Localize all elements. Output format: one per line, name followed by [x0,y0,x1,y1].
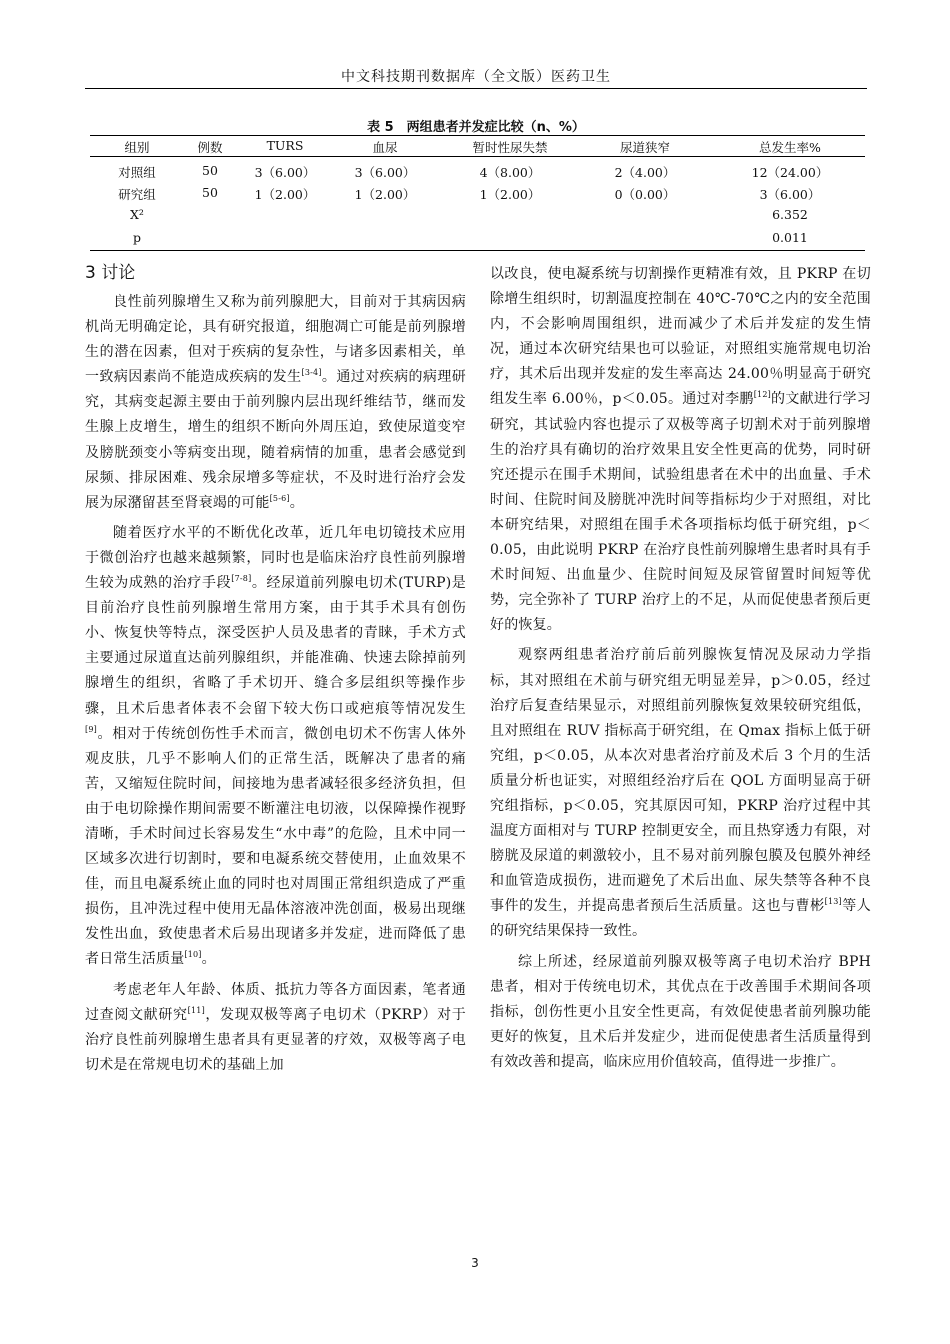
table-cell-stricture: 0（0.00） [614,187,676,202]
citation: [9] [85,724,97,734]
text-run: 良性前列腺增生又称为前列腺肥大，目前对于其病因病机尚无明确定论，具有研究报道，细胞凋亡可能是前列腺增生的潜在因素，但对于疾病的复杂性，与诸多因素相关，单一致病因素尚不能造成疾病的发生 [85,294,466,386]
table-caption: 表 5 两组患者并发症比较（n、%） [367,120,585,135]
table-cell-count: 50 [202,163,218,178]
table-bottom-rule [90,250,865,251]
text-run: 。 [289,494,304,511]
table-cell-incontinence: 4（8.00） [479,165,541,180]
table-cell-total-rate: 12（24.00） [751,165,829,180]
paragraph-1 [85,290,466,516]
table-header-group: 组别 [124,140,150,155]
table-cell-group: 研究组 [118,187,156,202]
table-cell-count: 50 [202,185,218,200]
table-cell-total-rate: 0.011 [772,230,808,245]
citation: [12] [753,390,771,400]
table-cell-turs: 1（2.00） [254,187,316,202]
paragraph-3-cont [490,262,871,638]
table-header-total-rate: 总发生率% [759,140,821,155]
text-run: 等人的研究结果保持一致性。 [490,898,871,940]
table-header-turs: TURS [266,138,304,153]
text-run: 。通过对疾病的病理研究，其病变起源主要由于前列腺内层出现纤维结节，继而发生腺上皮增生，增生的组织不断向外周压迫，致使尿道变窄及膀胱颈变小等病变出现，随着病情的加重，患者会感觉到尿频、排尿困难、残余尿增多等症状，不及时进行治疗会发展为尿潴留甚至肾衰竭的可能 [85,369,467,511]
text-run: 以改良，使电凝系统与切割操作更精准有效，且 PKRP 在切除增生组织时，切割温度控制在 40℃-70℃之内的安全范围内，不会影响周围组织，进而减少了术后并发症的发生情况，通过本次研究结果也可以验证，对照组实施常规电切治疗，其术后出现并发症的发生率高达 24.00％明显高于研究组发生率 6.00％，p＜0.05。通过对李鹏 [490,266,871,408]
text-run: 。经尿道前列腺电切术(TURP)是目前治疗良性前列腺增生常用方案，由于其手术具有创伤小、恢复快等特点，深受医护人员及患者的青睐，手术方式主要通过尿道直达前列腺组织，并能准确、快速去除掉前列腺增生的组织，省略了手术切开、缝合多层组织等操作步骤，且术后患者体表不会留下较大伤口或疤痕等情况发生 [85,575,466,717]
text-run: 。相对于传统创伤性手术而言，微创电切术不伤害人体外观皮肤，几乎不影响人们的正常生活，既解决了患者的痛苦，又缩短住院时间，间接地为患者减轻很多经济负担，但由于电切除操作期间需要不断灌注电切液，以保障操作视野清晰，手术时间过长容易发生“水中毒”的危险，且术中同一区域多次进行切割时，要和电凝系统交替使用，止血效果不佳，而且电凝系统止血的同时也对周围正常组织造成了严重损伤，且冲洗过程中使用无晶体溶液冲洗创面，极易出现继发性出血，致使患者术后易出现诸多并发症，进而降低了患者日常生活质量 [85,725,466,968]
table-cell-stricture: 2（4.00） [614,165,676,180]
table-header-stricture: 尿道狭窄 [619,140,670,155]
table-cell-total-rate: 6.352 [772,207,808,222]
table-cell-turs: 3（6.00） [254,165,316,180]
table-cell-incontinence: 1（2.00） [479,187,541,202]
table-header-hematuria: 血尿 [372,140,398,155]
right-column [490,262,871,1080]
paragraph-5: 综上所述，经尿道前列腺双极等离子电切术治疗 BPH 患者，相对于传统电切术，其优点在于改善围手术期间各项指标，创伤性更小且安全性更高，有效促使患者前列腺功能更好的恢复，且术后并发症少，进而促使患者生活质量得到有效改善和提高，临床应用价值较高，值得进一步推广。 [490,953,871,1070]
text-run: 观察两组患者治疗前后前列腺恢复情况及尿动力学指标，其对照组在术前与研究组无明显差异，p＞0.05，经过治疗后复查结果显示，对照组前列腺恢复效果较研究组低，且对照组在 RUV 指标高于研究组，在 Qmax 指标上低于研究组，p＜0.05，从本次对患者治疗前及术后 3 个月的生活质量分析也证实，对照组经治疗后在 QOL 方面明显高于研究组指标，p＜0.05，究其原因可知，PKRP 治疗过程中其温度方面相对与 TURP 控制更安全，而且热穿透力有限，对膀胱及尿道的刺激较小，且不易对前列腺包膜及包膜外神经和血管造成损伤，进而避免了术后出血、尿失禁等各种不良事件的发生，并提高患者预后生活质量。这也与曹彬 [490,647,871,915]
citation: [7-8] [231,574,252,584]
table-header-incontinence: 暂时性尿失禁 [472,140,548,155]
citation: [5-6] [269,493,290,503]
table-cell-group: 对照组 [118,165,156,180]
journal-header: 中文科技期刊数据库（全文版）医药卫生 [341,69,611,85]
paragraph-3-start [85,978,466,1078]
citation: [11] [187,1005,205,1015]
table-cell-group: p [132,230,141,245]
table-cell-total-rate: 3（6.00） [759,187,821,202]
section-title: 3 讨论 [85,263,136,283]
table-cell-hematuria: 3（6.00） [354,165,416,180]
paragraph-2 [85,521,466,973]
left-column [85,262,466,1083]
paragraph-4 [490,643,871,944]
text-run: 的文献进行学习研究，其试验内容也提示了双极等离子切割术对于前列腺增生的治疗具有确切的治疗效果且安全性更高的优势，同时研究还提示在围手术期间，试验组患者在术中的出血量、手术时间、住院时间及膀胱冲洗时间等指标均少于对照组，对比本研究结果，对照组在围手术各项指标均低于研究组，p＜0.05，由此说明 PKRP 在治疗良性前列腺增生患者时具有手术时间短、出血量少、住院时间短及尿管留置时间短等优势，完全弥补了 TURP 治疗上的不足，从而促使患者预后更好的恢复。 [490,391,871,634]
text-run: ，发现双极等离子电切术（PKRP）对于治疗良性前列腺增生患者具有更显著的疗效，双极等离子电切术是在常规电切术的基础上加 [85,1006,467,1073]
page-number: 3 [471,1256,479,1270]
table-top-rule [90,135,865,136]
text-run: 。 [201,951,216,968]
table-cell-hematuria: 1（2.00） [354,187,416,202]
text-run: 随着医疗水平的不断优化改革，近几年电切镜技术应用于微创治疗也越来越频繁，同时也是临床治疗良性前列腺增生较为成熟的治疗手段 [85,524,466,592]
citation: [13] [824,897,842,907]
table-header-rule [90,156,865,157]
table-cell-group: X² [130,207,144,222]
citation: [3-4] [301,368,322,378]
citation: [10] [184,950,202,960]
text-run: 考虑老年人年龄、体质、抵抗力等各方面因素，笔者通过查阅文献研究 [85,981,466,1023]
header-rule [85,88,867,89]
table-header-count: 例数 [197,140,223,155]
